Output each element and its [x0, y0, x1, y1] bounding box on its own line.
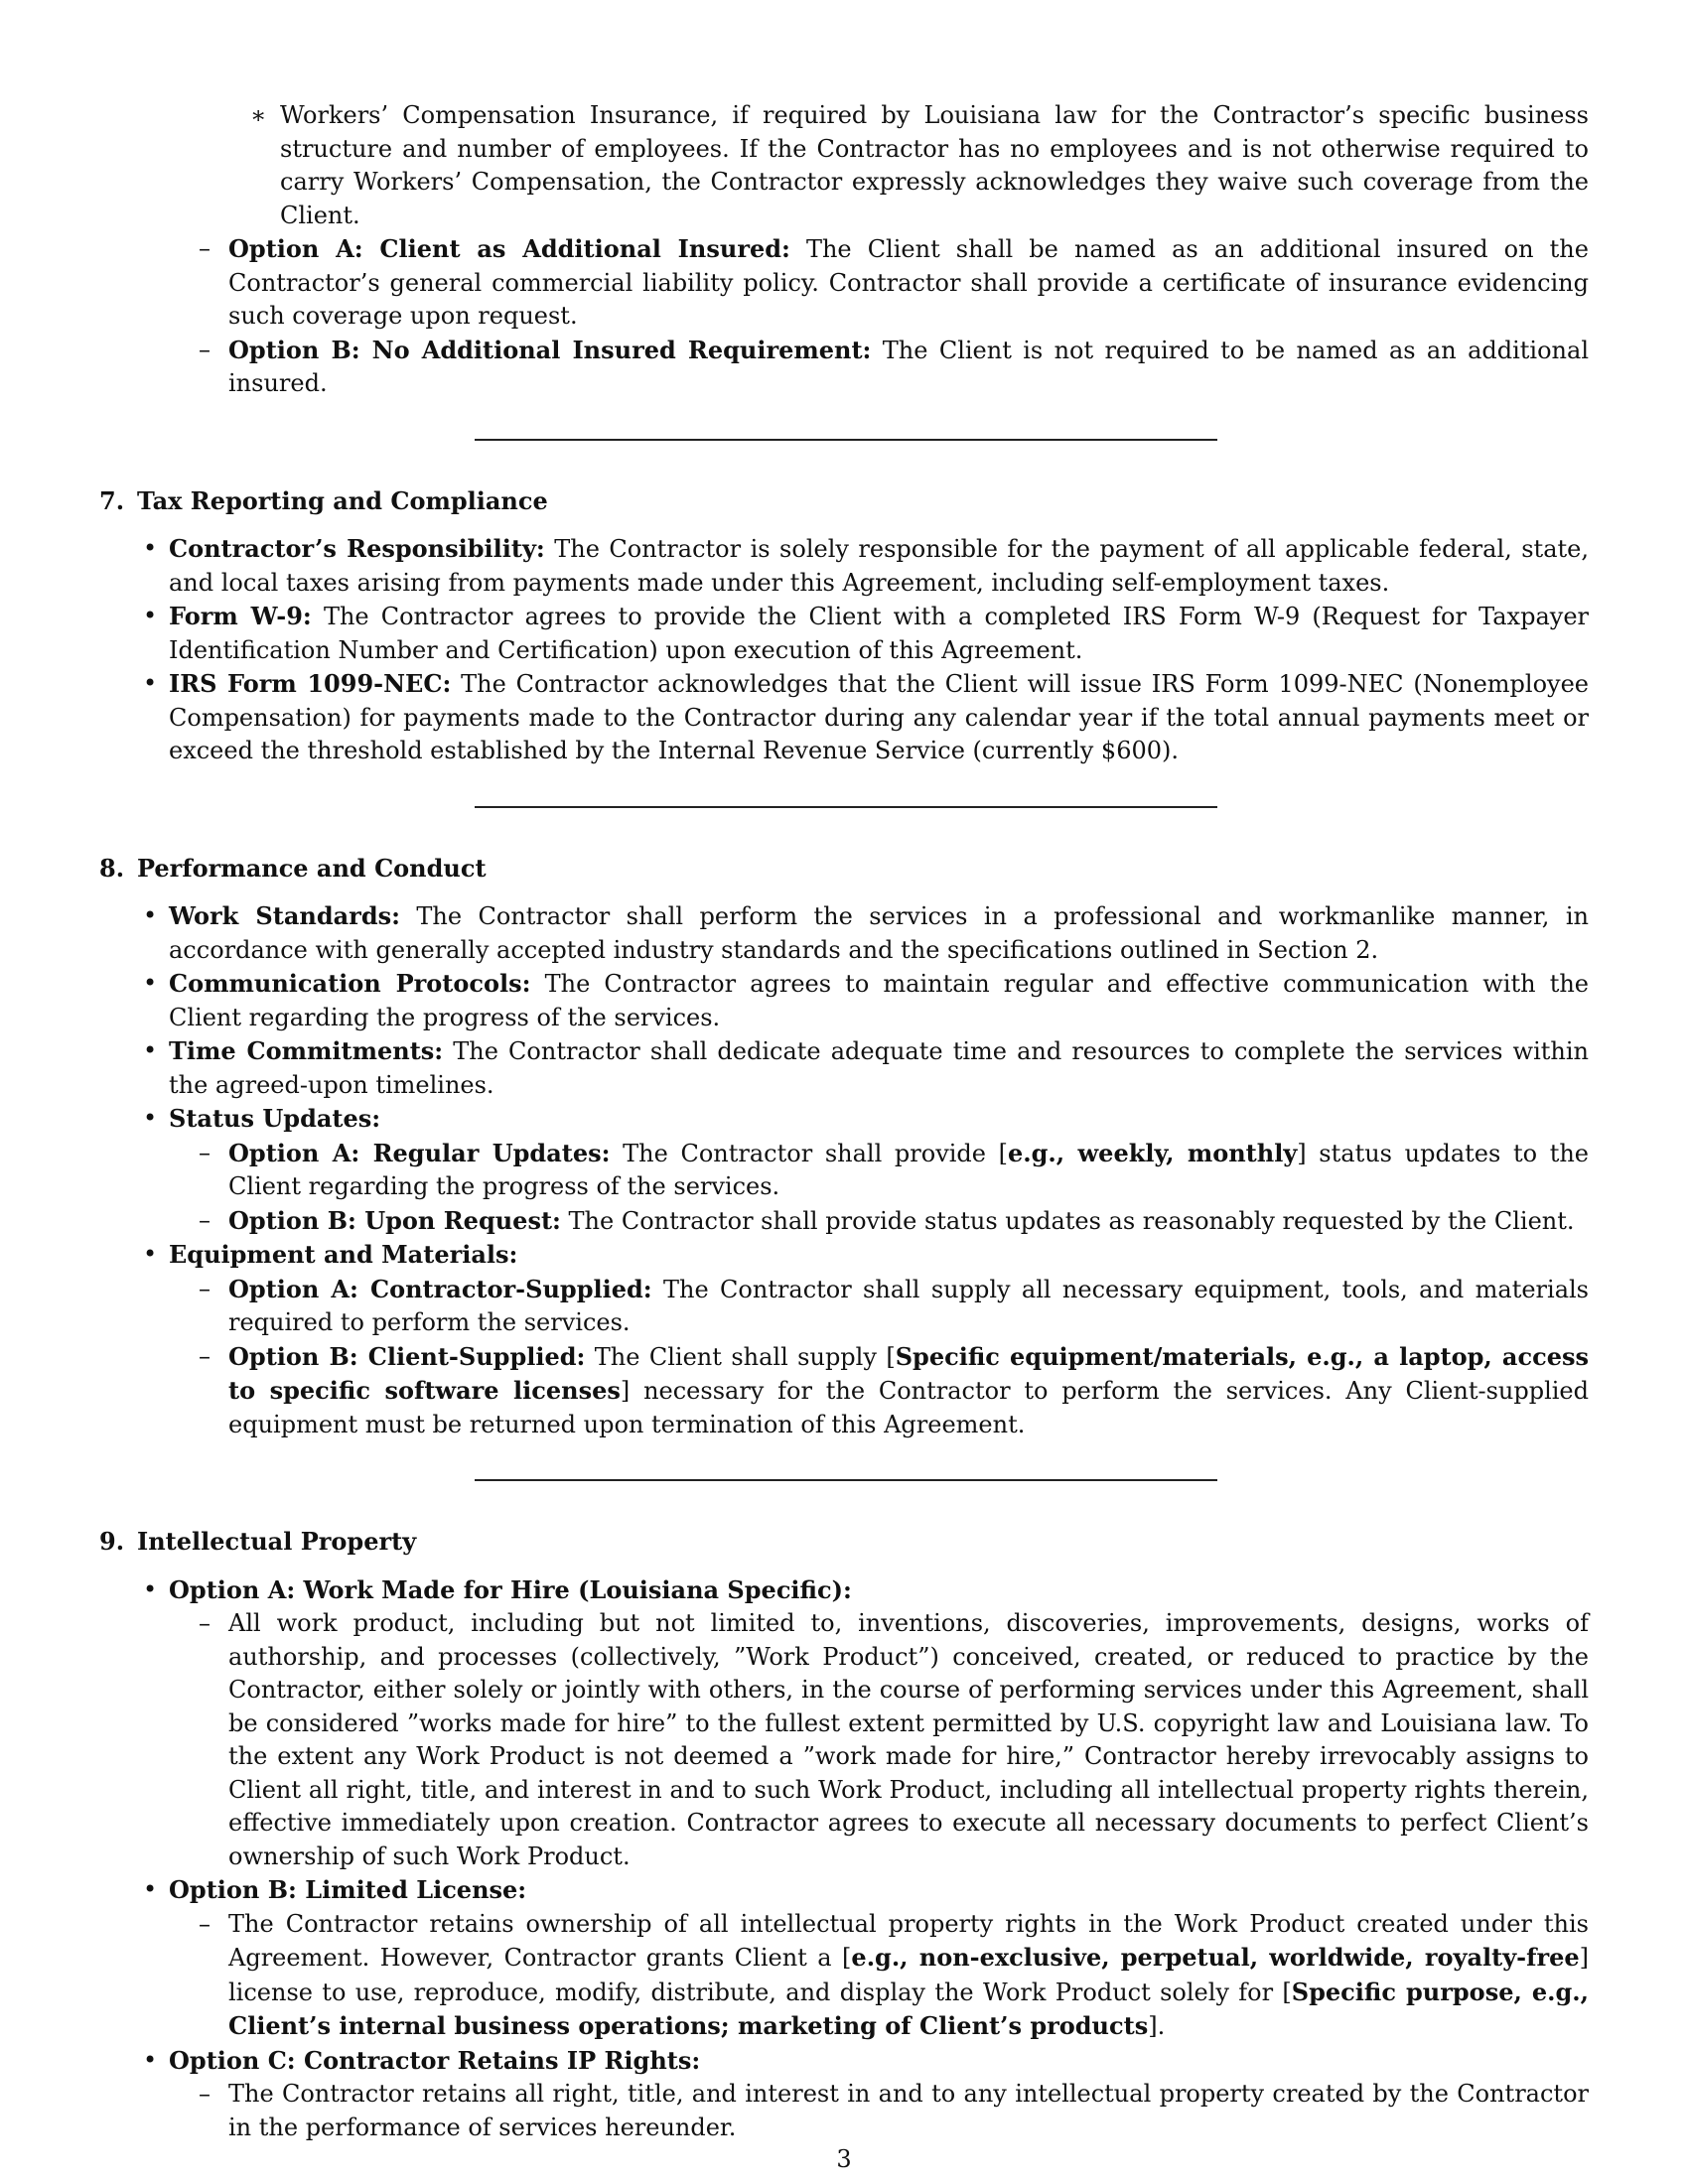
- insurance-options: [99, 232, 1589, 401]
- option-label: Option B: Client-Supplied:: [228, 1341, 586, 1371]
- option-label: Option A: Client as Additional Insured:: [228, 234, 790, 263]
- option-text: The Contractor shall provide status updates as reasonably requested by the Client.: [568, 1206, 1575, 1235]
- option-text: The Client shall be named as an additional insured on the Contractor’s general commercial liability policy. Contractor shall provide a certificate of insurance evidencing such coverage upon request.: [228, 235, 1589, 330]
- item-text: The Contractor acknowledges that the Client will issue IRS Form 1099-NEC (Nonemployee Compensation) for payments made to the Contractor during any calendar year if the total annual payments meet or exceed the threshold established by the Internal Revenue Service (currently $600).: [169, 670, 1590, 764]
- list-item: [99, 334, 1589, 401]
- option-label: Option B: No Additional Insured Requirement:: [228, 335, 872, 364]
- item-label: IRS Form 1099-NEC:: [169, 669, 452, 698]
- section-heading: [99, 484, 1589, 518]
- workers-comp-text: Workers’ Compensation Insurance, if required by Louisiana law for the Contractor’s specific business structure and number of employees. If the Contractor has no employees and is not otherwise required to carry Workers’ Compensation, the Contractor expressly acknowledges they waive such coverage from the Client.: [280, 101, 1589, 229]
- list-item: [99, 1573, 1589, 1874]
- item-text: The Contractor shall dedicate adequate time and resources to complete the services within the agreed-upon timelines.: [169, 1037, 1589, 1099]
- section-divider: [475, 806, 1217, 808]
- section9-list: [99, 1573, 1589, 2145]
- option-text: The Client is not required to be named as an additional insured.: [228, 336, 1589, 397]
- placeholder-text: e.g., non-exclusive, perpetual, worldwide, royalty-free: [851, 1943, 1580, 1972]
- option-b-details: [169, 1908, 1589, 2044]
- section-title: Intellectual Property: [137, 1527, 417, 1556]
- section-number: 9.: [99, 1527, 125, 1556]
- option-text: The Client shall supply [: [594, 1342, 896, 1371]
- section-number: 8.: [99, 853, 125, 883]
- option-text: The Contractor shall supply all necessary equipment, tools, and materials required to perform the services.: [228, 1275, 1589, 1336]
- option-label: Option B: Upon Request:: [228, 1205, 561, 1235]
- insurance-subitems: [99, 99, 1589, 232]
- list-item: [169, 1273, 1589, 1340]
- item-text: The Contractor agrees to maintain regular and effective communication with the Client regarding the progress of the services.: [169, 970, 1589, 1031]
- item-text: The Contractor agrees to provide the Client with a completed IRS Form W-9 (Request for Taxpayer Identification Number and Certification) upon execution of this Agreement.: [169, 603, 1589, 664]
- page-number: 3: [836, 2145, 852, 2173]
- option-text: ].: [1148, 2012, 1166, 2040]
- option-c-details: [169, 2078, 1589, 2144]
- section-heading: [99, 1525, 1589, 1559]
- list-item: [99, 600, 1589, 667]
- list-item: [99, 1102, 1589, 1238]
- list-item: [99, 1034, 1589, 1102]
- equipment-options: [169, 1273, 1589, 1442]
- item-text: The Contractor is solely responsible for the payment of all applicable federal, state, and local taxes arising from payments made under this Agreement, including self-employment taxes.: [169, 535, 1589, 597]
- list-item: [169, 1340, 1589, 1442]
- item-label: Communication Protocols:: [169, 969, 531, 998]
- item-label: Form W-9:: [169, 602, 312, 630]
- list-item: [169, 1908, 1589, 2044]
- option-text: The Contractor retains ownership of all intellectual property rights in the Work Product created under this Agreement. However, Contractor grants Client a [: [228, 1909, 1589, 1972]
- placeholder-text: Specific purpose, e.g., Client’s internal business operations; marketing of Client’s products: [228, 1977, 1589, 2040]
- list-item: [99, 1873, 1589, 2044]
- option-label: Option A: Contractor-Supplied:: [228, 1274, 652, 1303]
- list-item: [169, 2078, 1589, 2144]
- section7-list: [99, 532, 1589, 768]
- list-item: [169, 1204, 1589, 1239]
- option-text: All work product, including but not limited to, inventions, discoveries, improvements, designs, works of authorship, and processes (collectively, ”Work Product”) conceived, created, or reduced to practice by the Contractor, either solely or jointly with others, in the course of performing services under this Agreement, shall be considered ”works made for hire” to the fullest extent permitted by U.S. copyright law and Louisiana law. To the extent any Work Product is not deemed a ”work made for hire,” Contractor hereby irrevocably assigns to Client all right, title, and interest in and to such Work Product, including all intellectual property rights therein, effective immediately upon creation. Contractor agrees to execute all necessary documents to perfect Client’s ownership of such Work Product.: [228, 1609, 1589, 1870]
- item-label: Work Standards:: [169, 901, 400, 930]
- list-item: [99, 967, 1589, 1034]
- list-item: [169, 1607, 1589, 1873]
- item-label: Status Updates:: [169, 1104, 381, 1133]
- option-text: ] status updates to the Client regarding the progress of the services.: [228, 1139, 1590, 1200]
- list-item: [99, 667, 1589, 768]
- section-divider: [475, 439, 1217, 441]
- item-label: Time Commitments:: [169, 1036, 444, 1065]
- placeholder-text: e.g., weekly, monthly: [1008, 1138, 1298, 1167]
- list-item: [99, 2044, 1589, 2145]
- section-heading: [99, 852, 1589, 886]
- item-label: Contractor’s Responsibility:: [169, 534, 545, 563]
- item-text: The Contractor shall perform the services in a professional and workmanlike manner, in accordance with generally accepted industry standards and the specifications outlined in Section 2.: [169, 902, 1589, 964]
- item-label: Equipment and Materials:: [169, 1240, 518, 1269]
- section-divider: [475, 1479, 1217, 1481]
- placeholder-text: Specific equipment/materials, e.g., a laptop, access to specific software licenses: [228, 1341, 1589, 1405]
- section-title: Performance and Conduct: [137, 853, 487, 883]
- list-item: [99, 899, 1589, 967]
- option-text: The Contractor shall provide [: [623, 1139, 1009, 1167]
- section8-list: [99, 899, 1589, 1441]
- list-item: [99, 99, 1589, 232]
- list-item: [169, 1137, 1589, 1204]
- item-label: Option A: Work Made for Hire (Louisiana Specific):: [169, 1574, 852, 1604]
- page-content: [99, 99, 1589, 2144]
- item-label: Option B: Limited License:: [169, 1875, 527, 1904]
- item-label: Option C: Contractor Retains IP Rights:: [169, 2045, 701, 2075]
- list-item: [99, 532, 1589, 600]
- option-label: Option A: Regular Updates:: [228, 1138, 611, 1167]
- status-options: [169, 1137, 1589, 1239]
- option-a-details: [169, 1607, 1589, 1873]
- option-text: The Contractor retains all right, title, and interest in and to any intellectual property created by the Contractor in the performance of services hereunder.: [228, 2080, 1589, 2141]
- section-title: Tax Reporting and Compliance: [137, 485, 548, 515]
- list-item: [99, 232, 1589, 334]
- section-number: 7.: [99, 485, 125, 515]
- option-text: ] necessary for the Contractor to perform the services. Any Client-supplied equipment must be returned upon termination of this Agreement.: [228, 1377, 1589, 1438]
- option-text: ] license to use, reproduce, modify, distribute, and display the Work Product solely for [: [228, 1944, 1589, 2006]
- list-item: [99, 1238, 1589, 1441]
